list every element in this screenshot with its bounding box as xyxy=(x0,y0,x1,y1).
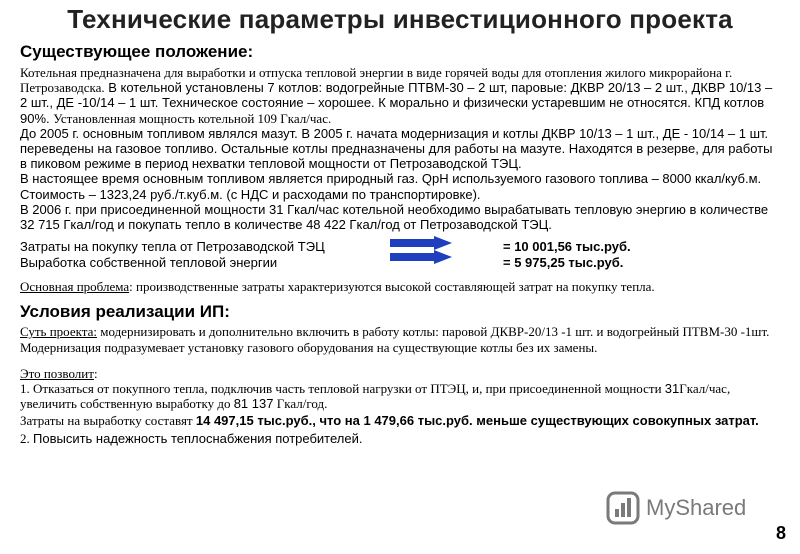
paragraph-2006-heat: В 2006 г. при присоединенной мощности 31 Гкал/час котельной необходимо вырабатывать тепловую энергию в количестве 32 715 Гкал/год и покупать тепло в количестве 48 422 Гкал/год от Петрозаводской ТЭЦ. xyxy=(20,201,769,233)
paragraph-current-fuel: В настоящее время основным топливом является природный газ. QрН используемого газового топлива – 8000 ккал/куб.м. Стоимость – 1323,24 руб./т.куб.м. (с НДС и расходами по транспортировке). xyxy=(20,171,762,202)
logo-text: MyShared xyxy=(646,495,747,520)
main-problem-label: Основная проблема xyxy=(20,279,130,295)
cost-value: = 10 001,56 тыс.руб. xyxy=(503,239,631,255)
boiler-purpose-text: Котельная предназначена для выработки и отпуска тепловой энергии в виде горячей воды для отопления жилого микрорайона г. Петрозаводска. xyxy=(20,65,733,96)
paragraph-fuel-history: До 2005 г. основным топливом являлся мазут. В 2005 г. начата модернизация и котлы ДКВР 10/13 – 1 шт., ДЕ - 10/14 – 1 шт. переведены на газовое топливо. Остальные котлы предназначены для работы на мазуте. Находятся в резерве, для работы в пиковом режиме в период нехватки тепловой мощности от Петрозаводской ТЭЦ. xyxy=(20,125,773,172)
paragraph-boiler-description xyxy=(20,65,780,126)
benefits-label: Это позволит xyxy=(20,365,94,381)
main-problem xyxy=(20,279,780,294)
slide-content xyxy=(20,42,780,446)
page-title: Технические параметры инвестиционного проекта xyxy=(67,4,733,34)
main-problem-text: : производственные затраты характеризуются высокой составляющей затрат на покупку тепла. xyxy=(129,279,655,295)
cost-label: Выработка собственной тепловой энергии xyxy=(20,254,278,270)
benefit-item-2: 2. Повысить надежность теплоснабжения потребителей. xyxy=(20,430,363,446)
project-essence-label: Суть проекта: xyxy=(20,324,97,340)
benefit-item-1: 1. Отказаться от покупного тепла, подключив часть тепловой нагрузки от ПТЭЦ, и, при присоединенной мощности 31Гкал/час, увеличить собственную выработку до 81 137 Гкал/год. xyxy=(20,381,731,412)
section-heading-implementation: Условия реализации ИП: xyxy=(20,302,230,322)
cost-row-purchase xyxy=(20,239,780,255)
myshared-logo-icon xyxy=(606,491,640,525)
boiler-equipment-text: В котельной установлены 7 котлов: водогрейные ПТВМ-30 – 2 шт, паровые: ДКВР 20/13 – 2 шт., ДКВР 10/13 – 2 шт., ДЕ -10/14 – 1 шт. Техническое состояние – хорошее. К морально и физически устаревшим не относятся. КПД котлов 90%. xyxy=(20,80,773,126)
project-essence-text: модернизировать и дополнительно включить в работу котлы: паровой ДКВР-20/13 -1 шт. и водогрейный ПТВМ-30 -1шт. Модернизация подразумевает установку газового оборудования на существующие котлы без их замены. xyxy=(20,324,770,355)
cost-row-own-production xyxy=(20,255,780,271)
installed-capacity-text: Установленная мощность котельной 109 Гкал/час. xyxy=(53,110,332,126)
myshared-logo xyxy=(606,490,746,526)
project-essence xyxy=(20,324,780,354)
cost-value: = 5 975,25 тыс.руб. xyxy=(503,254,624,270)
cost-label: Затраты на покупку тепла от Петрозаводской ТЭЦ xyxy=(20,239,325,255)
production-costs: Затраты на выработку составят 14 497,15 тыс.руб., что на 1 479,66 тыс.руб. меньше существующих совокупных затрат. xyxy=(20,413,759,429)
page-number: 8 xyxy=(775,523,786,543)
costs-block xyxy=(20,239,780,270)
benefits-heading: Это позволит: xyxy=(20,365,98,381)
section-heading-current-state: Существующее положение: xyxy=(20,42,254,61)
